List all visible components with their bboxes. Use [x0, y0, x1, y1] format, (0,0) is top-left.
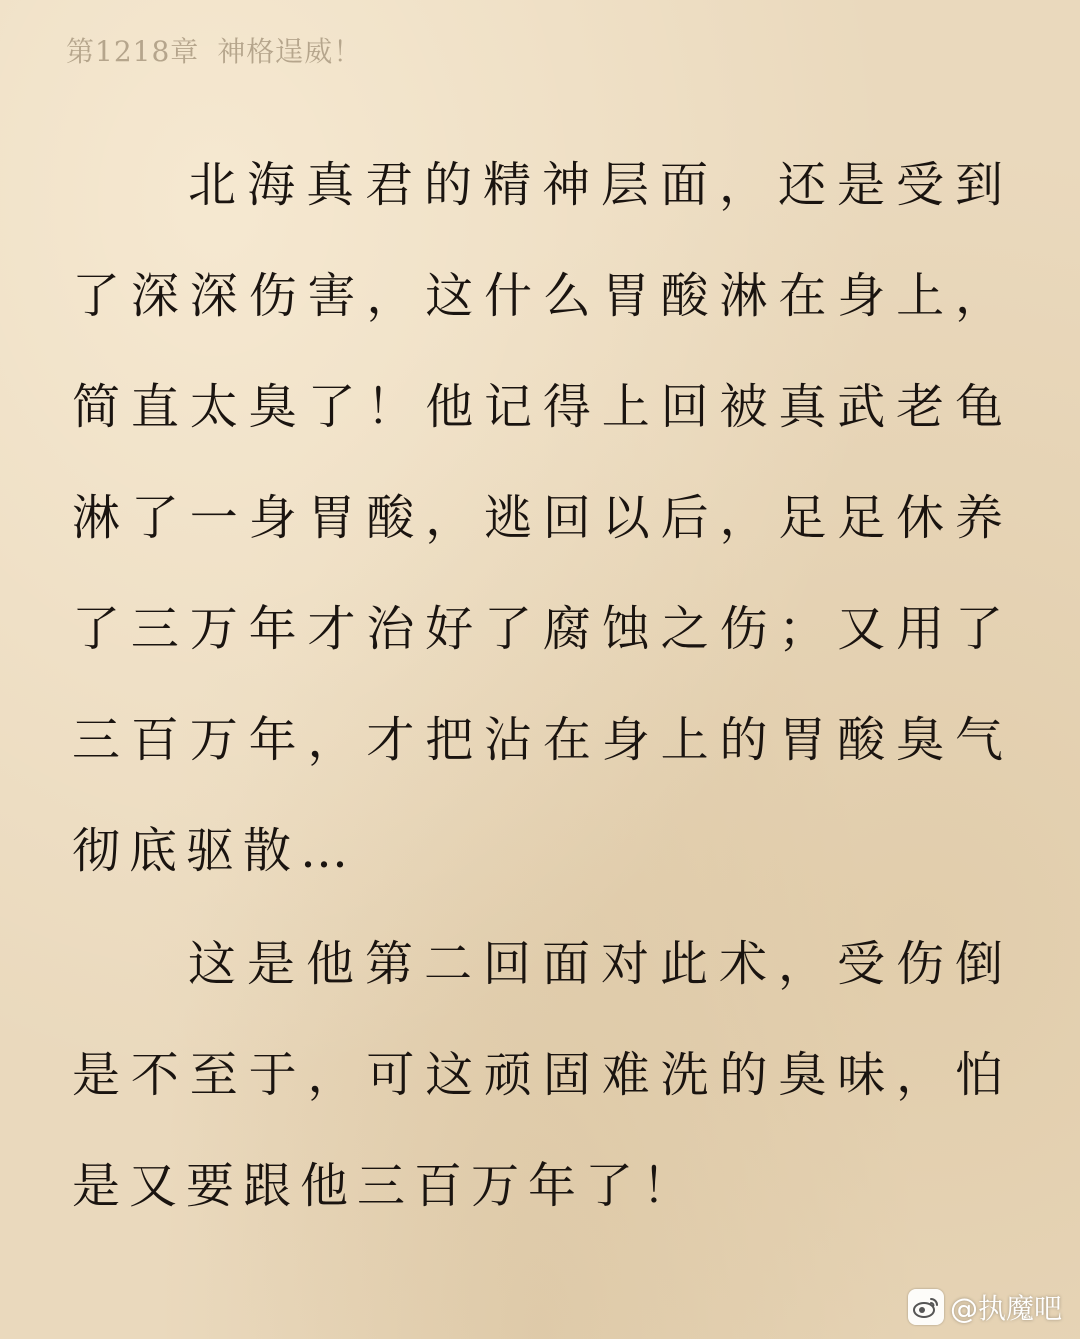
watermark [908, 1287, 1062, 1327]
paragraph: 北海真君的精神层面，还是受到了深深伤害，这什么胃酸淋在身上，简直太臭了！他记得上回被真武老龟淋了一身胃酸，逃回以后，足足休养了三万年才治好了腐蚀之伤；又用了三百万年，才把沾在身上的胃酸臭气彻底驱散… [72, 157, 1012, 879]
paragraph: 这是他第二回面对此术，受伤倒是不至于，可这顽固难洗的臭味，怕是又要跟他三百万年了！ [72, 936, 1012, 1214]
chapter-header [66, 32, 362, 72]
chapter-body [72, 130, 1012, 1242]
watermark-text: @执魔吧 [949, 1292, 1062, 1325]
chapter-number: 第1218章 [66, 35, 200, 68]
weibo-icon [908, 1289, 944, 1325]
chapter-title: 神格逞威！ [217, 35, 363, 68]
